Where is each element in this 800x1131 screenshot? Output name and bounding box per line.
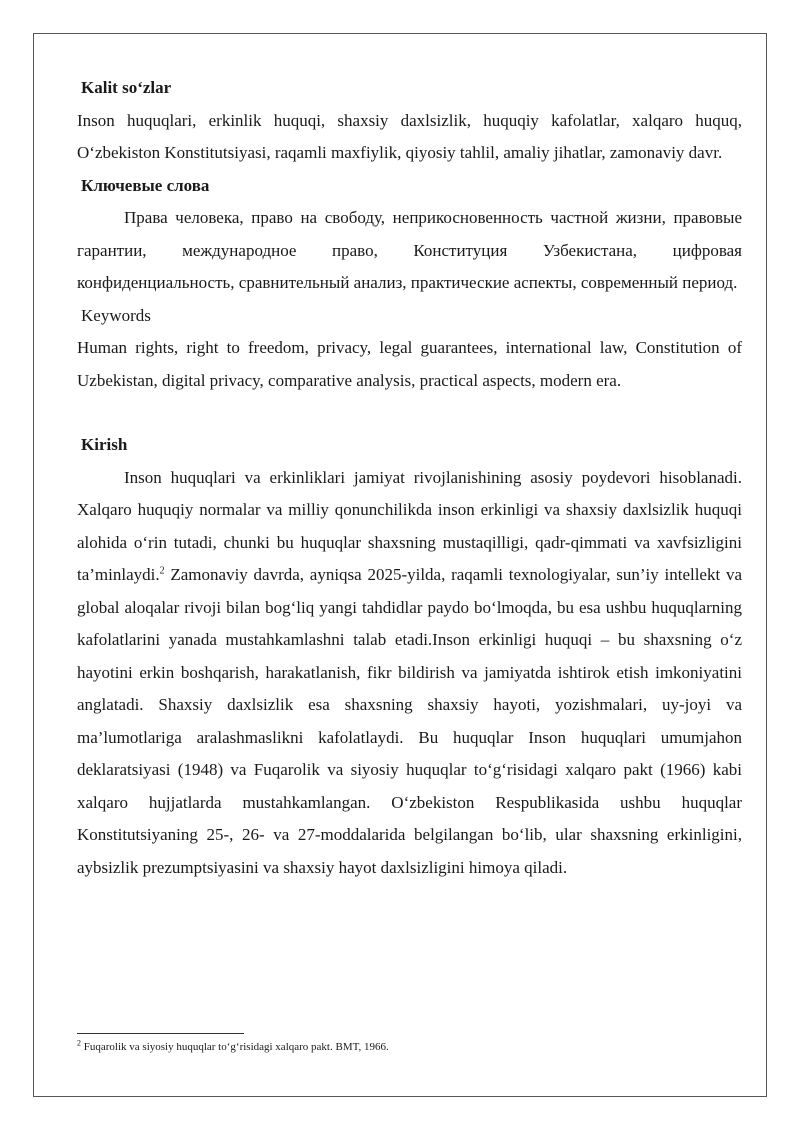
keywords-ru-text: Права человека, право на свободу, неприкосновенность частной жизни, правовые гарантии, международное право, Конституция Узбекистана, цифровая конфиденциальность, сравнительный анализ, практические аспекты, современный период. [77,208,742,292]
keywords-ru-heading: Ключевые слова [81,175,210,195]
intro-paragraph [77,462,742,885]
intro-heading: Kirish [81,435,128,454]
keywords-uz-heading: Kalit so‘zlar [81,78,172,97]
intro-text-part-1: Inson huquqlari va erkinliklari jamiyat rivojlanishining asosiy poydevori hisoblanadi. Xalqaro huquqiy normalar va milliy qonunchilikda inson erkinligi va shaxsiy daxlsizlik huquqi alohida o‘rin tutadi, chunki bu huquqlar shaxsning mustaqilligi, qadr-qimmati va xavfsizligini ta’minlaydi. [77,467,742,584]
keywords-en-text: Human rights, right to freedom, privacy, legal guarantees, international law, Constitution of Uzbekistan, digital privacy, comparative analysis, practical aspects, modern era. [77,338,742,390]
keywords-uz-text: Inson huquqlari, erkinlik huquqi, shaxsiy daxlsizlik, huquqiy kafolatlar, xalqaro huquq, O‘zbekiston Konstitutsiyasi, raqamli maxfiylik, qiyosiy tahlil, amaliy jihatlar, zamonaviy davr. [77,110,742,162]
keywords-en-heading: Keywords [81,305,151,325]
page-content [77,72,742,884]
footnote-text: Fuqarolik va siyosiy huquqlar to‘g‘risidagi xalqaro pakt. BMT, 1966. [81,1041,389,1053]
footnote [77,1040,742,1054]
footnote-reference[interactable]: 2 [159,565,165,577]
footnote-mark: 2 [77,1038,81,1048]
intro-text-part-2: Zamonaviy davrda, ayniqsa 2025-yilda, raqamli texnologiyalar, sun’iy intellekt va global aloqalar rivoji bilan bog‘liq yangi tahdidlar paydo bo‘lmoqda, bu esa ushbu huquqlarning kafolatlarini yanada mustahkamlashni talab etadi.Inson erkinligi huquqi – bu shaxsning o‘z hayotini erkin boshqarish, harakatlanish, fikr bildirish va jamiyatda ishtirok etish imkoniyatini anglatadi. Shaxsiy daxlsizlik esa shaxsning shaxsiy hayoti, yozishmalari, uy-joyi va ma’lumotlariga aralashmaslikni kafolatlaydi. Bu huquqlar Inson huquqlari umumjahon deklaratsiyasi (1948) va Fuqarolik va siyosiy huquqlar to‘g‘risidagi xalqaro pakt (1966) kabi xalqaro hujjatlarda mustahkamlangan. O‘zbekiston Respublikasida ushbu huquqlar Konstitutsiyaning 25-, 26- va 27-moddalarida belgilangan bo‘lib, ular shaxsning erkinligini, aybsizlik prezumptsiyasini va shaxsiy hayot daxlsizligini himoya qiladi. [77,565,742,877]
footnote-separator [77,1033,244,1034]
section-spacer [77,397,742,429]
